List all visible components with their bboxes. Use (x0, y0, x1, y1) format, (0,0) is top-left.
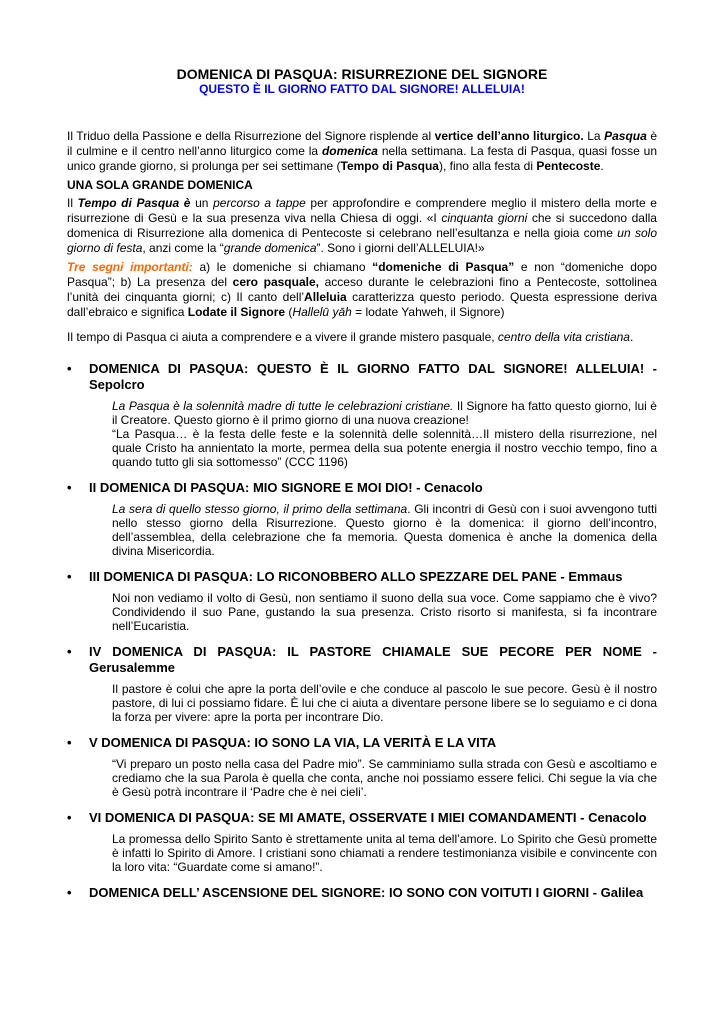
list-item (67, 569, 657, 633)
text-run-italic: La Pasqua è la solennità madre di tutte le celebrazioni cristiane. (112, 399, 454, 413)
text-run-italic: La sera di quello stesso giorno, il primo della settimana (112, 502, 408, 516)
list-item-heading (67, 885, 657, 901)
text-run: : IO SONO LA VIA, LA VERITÀ E LA VITA (246, 735, 497, 750)
text-run: “La Pasqua… è la festa delle feste e la solennità delle solennità…Il mistero della risurrezione, nel quale Cristo ha annientato la morte, permea della sua potente energia il nostro vecchio tempo, fino a quando tutto gli sia sottomesso” (CCC 1196) (112, 427, 657, 469)
text-run: è il culmine e il centro nell’anno liturgico come la (67, 129, 658, 158)
list-item-body (112, 682, 657, 724)
list-item-body (112, 757, 657, 799)
text-run: V DOMENICA DI PASQUA (89, 735, 247, 750)
bullet-icon: • (67, 644, 72, 659)
text-run: . (600, 159, 604, 173)
text-run: Noi non vediamo il volto di Gesù, non sentiamo il suono della sua voce. Come sappiamo che è vivo? Condividendo il suo Pane, gustando la sua presenza. Cristo risorto si manifesta, si fa incontrare nell’Eucaristia. (112, 591, 657, 633)
text-run: . Gli incontri di Gesù con i suoi avvengono tutti nello stesso giorno della Risurrezione. Questo giorno è la domenica: il giorno dell’incontro, dell’assemblea, della celebrazione che fa memoria. Questa domenica è anche la domenica della divina Misericordia. (112, 502, 658, 558)
page-title: DOMENICA DI PASQUA: RISURREZIONE DEL SIGNORE (176, 66, 548, 82)
bullet-icon: • (67, 569, 72, 584)
text-run-italic: un solo giorno di festa (67, 226, 657, 255)
text-run-bold: Alleluia (304, 290, 347, 304)
text-run: DOMENICA DI PASQUA (89, 361, 244, 376)
text-run: per approfondire e comprendere meglio il mistero della morte e risurrezione di Gesù e la sua presenza viva nella Chiesa di oggi. «I (67, 196, 657, 225)
highlight-label: Tre segni importanti: (67, 260, 193, 274)
bullet-icon: • (67, 361, 72, 376)
text-run: : IL PASTORE CHIAMALE SUE PECORE PER NOME - Gerusalemme (89, 644, 657, 675)
section-paragraph-3 (67, 330, 657, 345)
text-run: La promessa dello Spirito Santo è strettamente unita al tema dell’amore. Lo Spirito che Gesù promette è infatti lo Spirito di Amore. I cristiani sono chiamati a rendere testimonianza visibile e convincente con la loro vita: “Guardate come si amano!”. (112, 832, 657, 874)
text-run: “Vi preparo un posto nella casa del Padre mio”. Se camminiamo sulla strada con Gesù e ascoltiamo e crediamo che la sua Parola è quella che conta, anche noi possiamo essere felici. Chi segue la via che è Gesù potrà incontrare il ‘Padre che è nei cieli’. (112, 757, 657, 799)
list-item-body (112, 591, 657, 633)
text-run: IV DOMENICA DI PASQUA (89, 644, 273, 659)
text-run-bold: cero pasquale, (232, 275, 319, 289)
text-run-italic: grande domenica (223, 241, 317, 255)
page-subtitle: QUESTO È IL GIORNO FATTO DAL SIGNORE! ALLELUIA! (199, 82, 525, 96)
list-item-heading (67, 569, 657, 585)
text-run-bold-italic: Pasqua (604, 129, 647, 143)
intro-paragraph (67, 129, 657, 174)
text-run: che si succedono dalla domenica di Risurrezione alla domenica di Pentecoste si celebrano nell’esultanza e nella gioia come (67, 211, 657, 240)
text-run: DOMENICA DELL’ ASCENSIONE DEL SIGNORE: IO SONO CON VOITUTI I GIORNI - Galilea (89, 885, 644, 900)
list-item (67, 361, 657, 469)
text-run: Il Signore ha fatto questo giorno, lui è il Creatore. Questo giorno è il primo giorno di una nuova creazione! (112, 399, 657, 427)
text-run: Il tempo di Pasqua ci aiuta a comprendere e a vivere il grande mistero pasquale, (67, 330, 498, 344)
list-item (67, 810, 657, 874)
text-run: : QUESTO È IL GIORNO FATTO DAL SIGNORE! ALLELUIA! - Sepolcro (89, 361, 658, 392)
text-run: . (629, 330, 634, 344)
list-item-heading (67, 480, 657, 496)
list-item (67, 644, 657, 724)
text-run-italic: percorso a tappe (213, 196, 306, 210)
bullet-icon: • (67, 480, 72, 495)
text-run-bold-italic: Tempo di Pasqua è (77, 196, 191, 210)
text-run: ”. Sono i giorni dell’ALLELUIA!» (316, 241, 485, 255)
section-paragraph-2 (67, 260, 657, 320)
text-run: un (190, 196, 214, 210)
text-run: caratterizza questo periodo. Questa espressione deriva dall’ebraico e significa (67, 290, 657, 319)
list-item (67, 885, 657, 901)
list-item (67, 735, 657, 799)
text-run-italic: centro della vita cristiana (497, 330, 630, 344)
list-item (67, 480, 657, 558)
text-run-bold: Tempo di Pasqua (340, 159, 439, 173)
text-run: = lodate Yahweh, il Signore) (351, 305, 505, 319)
text-run: nella settimana. La festa di Pasqua, quasi fosse un unico grande giorno, si prolunga per sei settimane ( (67, 144, 657, 173)
bullet-icon: • (67, 885, 72, 900)
text-run: III DOMENICA DI PASQUA (89, 569, 249, 584)
text-run-bold: Pentecoste (536, 159, 601, 173)
list-item-heading (67, 361, 657, 393)
list-item-body (112, 502, 657, 558)
list-item-body (112, 399, 657, 469)
section-paragraph-1 (67, 196, 657, 256)
text-run: VI DOMENICA DI PASQUA (89, 810, 251, 825)
sundays-list (67, 361, 657, 901)
text-run: Il pastore è colui che apre la porta dell’ovile e che conduce al pascolo le sue pecore. Gesù è il nostro pastore, di lui ci possiamo fidare. È lui che ci aiuta a diventare persone libere se lo seguiamo e ci dona la forza per vivere: apre la porta per incontrare Dio. (112, 682, 657, 724)
list-item-heading (67, 810, 657, 826)
text-run-italic: Hallelū yāh (292, 305, 352, 319)
text-run: : SE MI AMATE, OSSERVATE I MIEI COMANDAMENTI - Cenacolo (250, 810, 647, 825)
text-run: acceso durante le celebrazioni fino a Pentecoste, sottolinea l’unità dei cinquanta giorni; c) Il canto dell’ (67, 275, 657, 304)
text-run-italic: cinquanta giorni (441, 211, 528, 225)
text-run-bold: vertice dell’anno liturgico. (434, 129, 584, 143)
text-run: e non “domeniche dopo Pasqua”; b) La presenza del (67, 260, 657, 289)
text-run: II DOMENICA DI PASQUA (89, 480, 246, 495)
text-run-bold: Lodate il Signore (187, 305, 286, 319)
text-run: Il Triduo della Passione e della Risurrezione del Signore risplende al (67, 129, 435, 143)
document-page (67, 66, 657, 901)
list-item-heading (67, 735, 657, 751)
text-run: , anzi come la “ (142, 241, 224, 255)
bullet-icon: • (67, 735, 72, 750)
text-run-bold: “domeniche di Pasqua” (372, 260, 515, 274)
text-run: : MIO SIGNORE E MOI DIO! - Cenacolo (245, 480, 483, 495)
bullet-icon: • (67, 810, 72, 825)
section-heading: UNA SOLA GRANDE DOMENICA (67, 178, 253, 192)
text-run: ( (285, 305, 293, 319)
list-item-heading (67, 644, 657, 676)
text-run: : LO RICONOBBERO ALLO SPEZZARE DEL PANE - Emmaus (248, 569, 623, 584)
text-run-bold-italic: domenica (321, 144, 378, 158)
text-run: La (583, 129, 605, 143)
list-item-body (112, 832, 657, 874)
text-run: a) le domeniche si chiamano (192, 260, 373, 274)
text-run: ), fino alla festa di (438, 159, 537, 173)
text-run: Il (67, 196, 78, 210)
